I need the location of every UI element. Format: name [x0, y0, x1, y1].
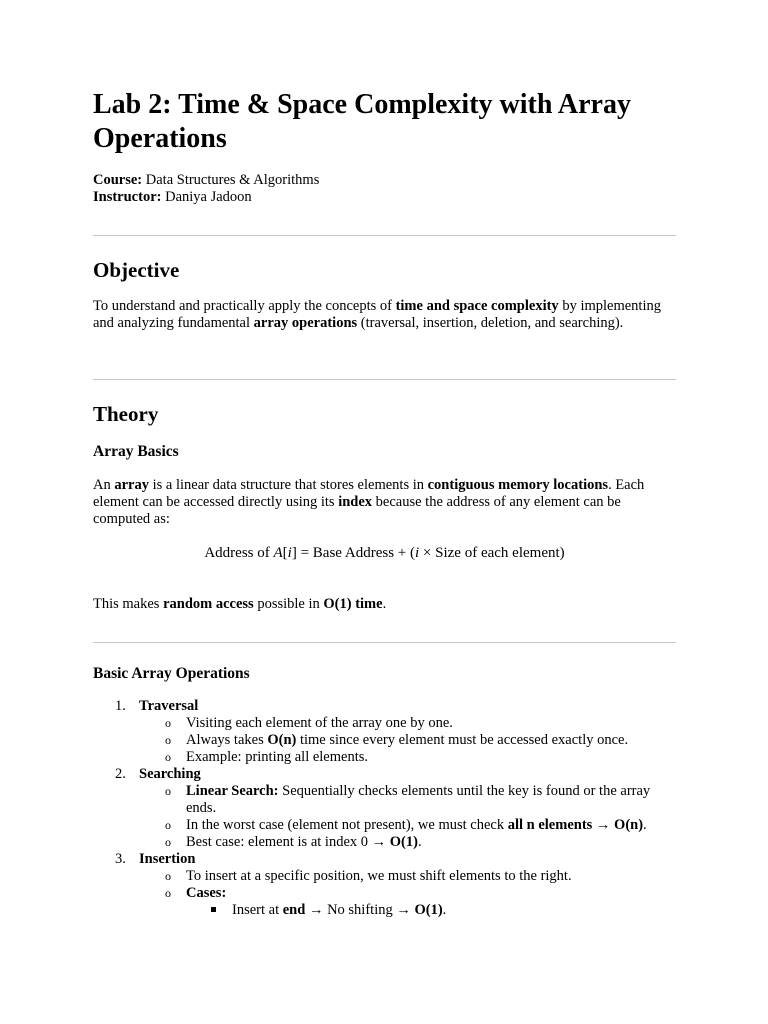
bold-text: O(1) — [414, 902, 443, 918]
text: → — [592, 817, 615, 833]
array-basics-heading: Array Basics — [93, 443, 179, 460]
list-item — [93, 766, 676, 783]
bold-text: O(1) time — [323, 596, 383, 612]
sub-list-item — [93, 817, 676, 834]
course-value: Data Structures & Algorithms — [142, 172, 320, 188]
divider — [93, 235, 676, 236]
course-label: Course: — [93, 172, 143, 188]
text: This makes — [93, 596, 164, 612]
text: time since every element must be accessed exactly once. — [296, 732, 629, 748]
bold-text: O(n) — [267, 732, 297, 748]
text: by implementing and analyzing fundamental — [93, 298, 661, 331]
text: Insert at — [232, 902, 283, 918]
bold-text: Cases: — [186, 885, 227, 901]
bold-text: all n elements — [507, 817, 593, 833]
bold-text: time and space complexity — [395, 298, 559, 314]
text: . Each element can be accessed directly using its — [93, 477, 645, 510]
circle-bullet-icon: o — [165, 835, 171, 849]
formula-text: = Base Address + ( — [296, 545, 415, 561]
formula-text: ] — [291, 545, 297, 561]
circle-bullet-icon: o — [165, 784, 171, 798]
circle-bullet-icon: o — [165, 886, 171, 900]
operations-list — [93, 698, 676, 919]
text: Visiting each element of the array one by one. — [186, 715, 453, 731]
list-item-label: Searching — [139, 766, 201, 782]
text: In the worst case (element not present), we must check — [186, 817, 508, 833]
bold-text: Linear Search: — [186, 783, 279, 799]
list-item-label: Traversal — [139, 698, 199, 714]
sub-list-item — [93, 732, 676, 749]
formula-var: A — [273, 545, 283, 561]
formula-var: i — [287, 545, 292, 561]
bold-text: array — [114, 477, 149, 493]
bold-text: index — [338, 494, 373, 510]
circle-bullet-icon: o — [165, 818, 171, 832]
sub-list-item — [93, 834, 676, 851]
instructor-label: Instructor: — [93, 189, 162, 205]
bold-text: random access — [163, 596, 254, 612]
circle-bullet-icon: o — [165, 869, 171, 883]
text: . — [382, 596, 387, 612]
sub-list-item — [93, 715, 676, 732]
course-info — [93, 172, 319, 206]
objective-paragraph — [93, 298, 676, 332]
text: Always takes — [186, 732, 268, 748]
formula-text: × Size of each element) — [419, 545, 565, 561]
text: . — [643, 817, 647, 833]
bold-text: O(1) — [389, 834, 418, 850]
text: (traversal, insertion, deletion, and searching). — [357, 315, 624, 331]
circle-bullet-icon: o — [165, 733, 171, 747]
circle-bullet-icon: o — [165, 750, 171, 764]
text: . — [442, 902, 447, 918]
address-formula — [93, 543, 676, 563]
text: To understand and practically apply the concepts of — [93, 298, 396, 314]
theory-heading: Theory — [93, 402, 159, 426]
objective-heading: Objective — [93, 258, 180, 282]
list-item — [93, 698, 676, 715]
sub-list-item — [93, 868, 676, 885]
bold-text: contiguous memory locations — [427, 477, 609, 493]
list-number: 2. — [115, 766, 126, 782]
divider — [93, 379, 676, 380]
random-access-paragraph — [93, 596, 676, 613]
sub-list-item — [93, 783, 676, 817]
text: because the address of any element can be computed as: — [93, 494, 621, 527]
bold-text: array operations — [253, 315, 358, 331]
list-item — [93, 851, 676, 868]
text: possible in — [253, 596, 324, 612]
list-item-label: Insertion — [139, 851, 196, 867]
square-bullet-icon — [211, 907, 216, 912]
text: Sequentially checks elements until the key is found or the array ends. — [186, 783, 651, 816]
text: Best case: element is at index 0 → — [186, 834, 390, 850]
list-number: 3. — [115, 851, 126, 867]
sub-list-item — [93, 885, 676, 902]
formula-text: [ — [282, 545, 288, 561]
page-title: Lab 2: Time & Space Complexity with Array Operations — [93, 89, 631, 154]
course-line — [93, 172, 319, 189]
text: . — [417, 834, 422, 850]
instructor-value: Daniya Jadoon — [161, 189, 252, 205]
formula-text: Address of — [204, 545, 274, 561]
operations-heading: Basic Array Operations — [93, 665, 250, 682]
sub-list-item — [93, 749, 676, 766]
text: is a linear data structure that stores elements in — [148, 477, 428, 493]
array-basics-paragraph — [93, 477, 676, 528]
circle-bullet-icon: o — [165, 716, 171, 730]
instructor-line — [93, 189, 319, 206]
text: Example: printing all elements. — [186, 749, 369, 765]
formula-var: i — [415, 545, 420, 561]
text: An — [93, 477, 115, 493]
text: To insert at a specific position, we must shift elements to the right. — [186, 868, 572, 884]
bold-text: end — [282, 902, 306, 918]
list-number: 1. — [115, 698, 126, 714]
divider — [93, 642, 676, 643]
bold-text: O(n) — [614, 817, 644, 833]
text: → No shifting → — [305, 902, 415, 918]
sub-sub-list-item — [93, 902, 676, 919]
